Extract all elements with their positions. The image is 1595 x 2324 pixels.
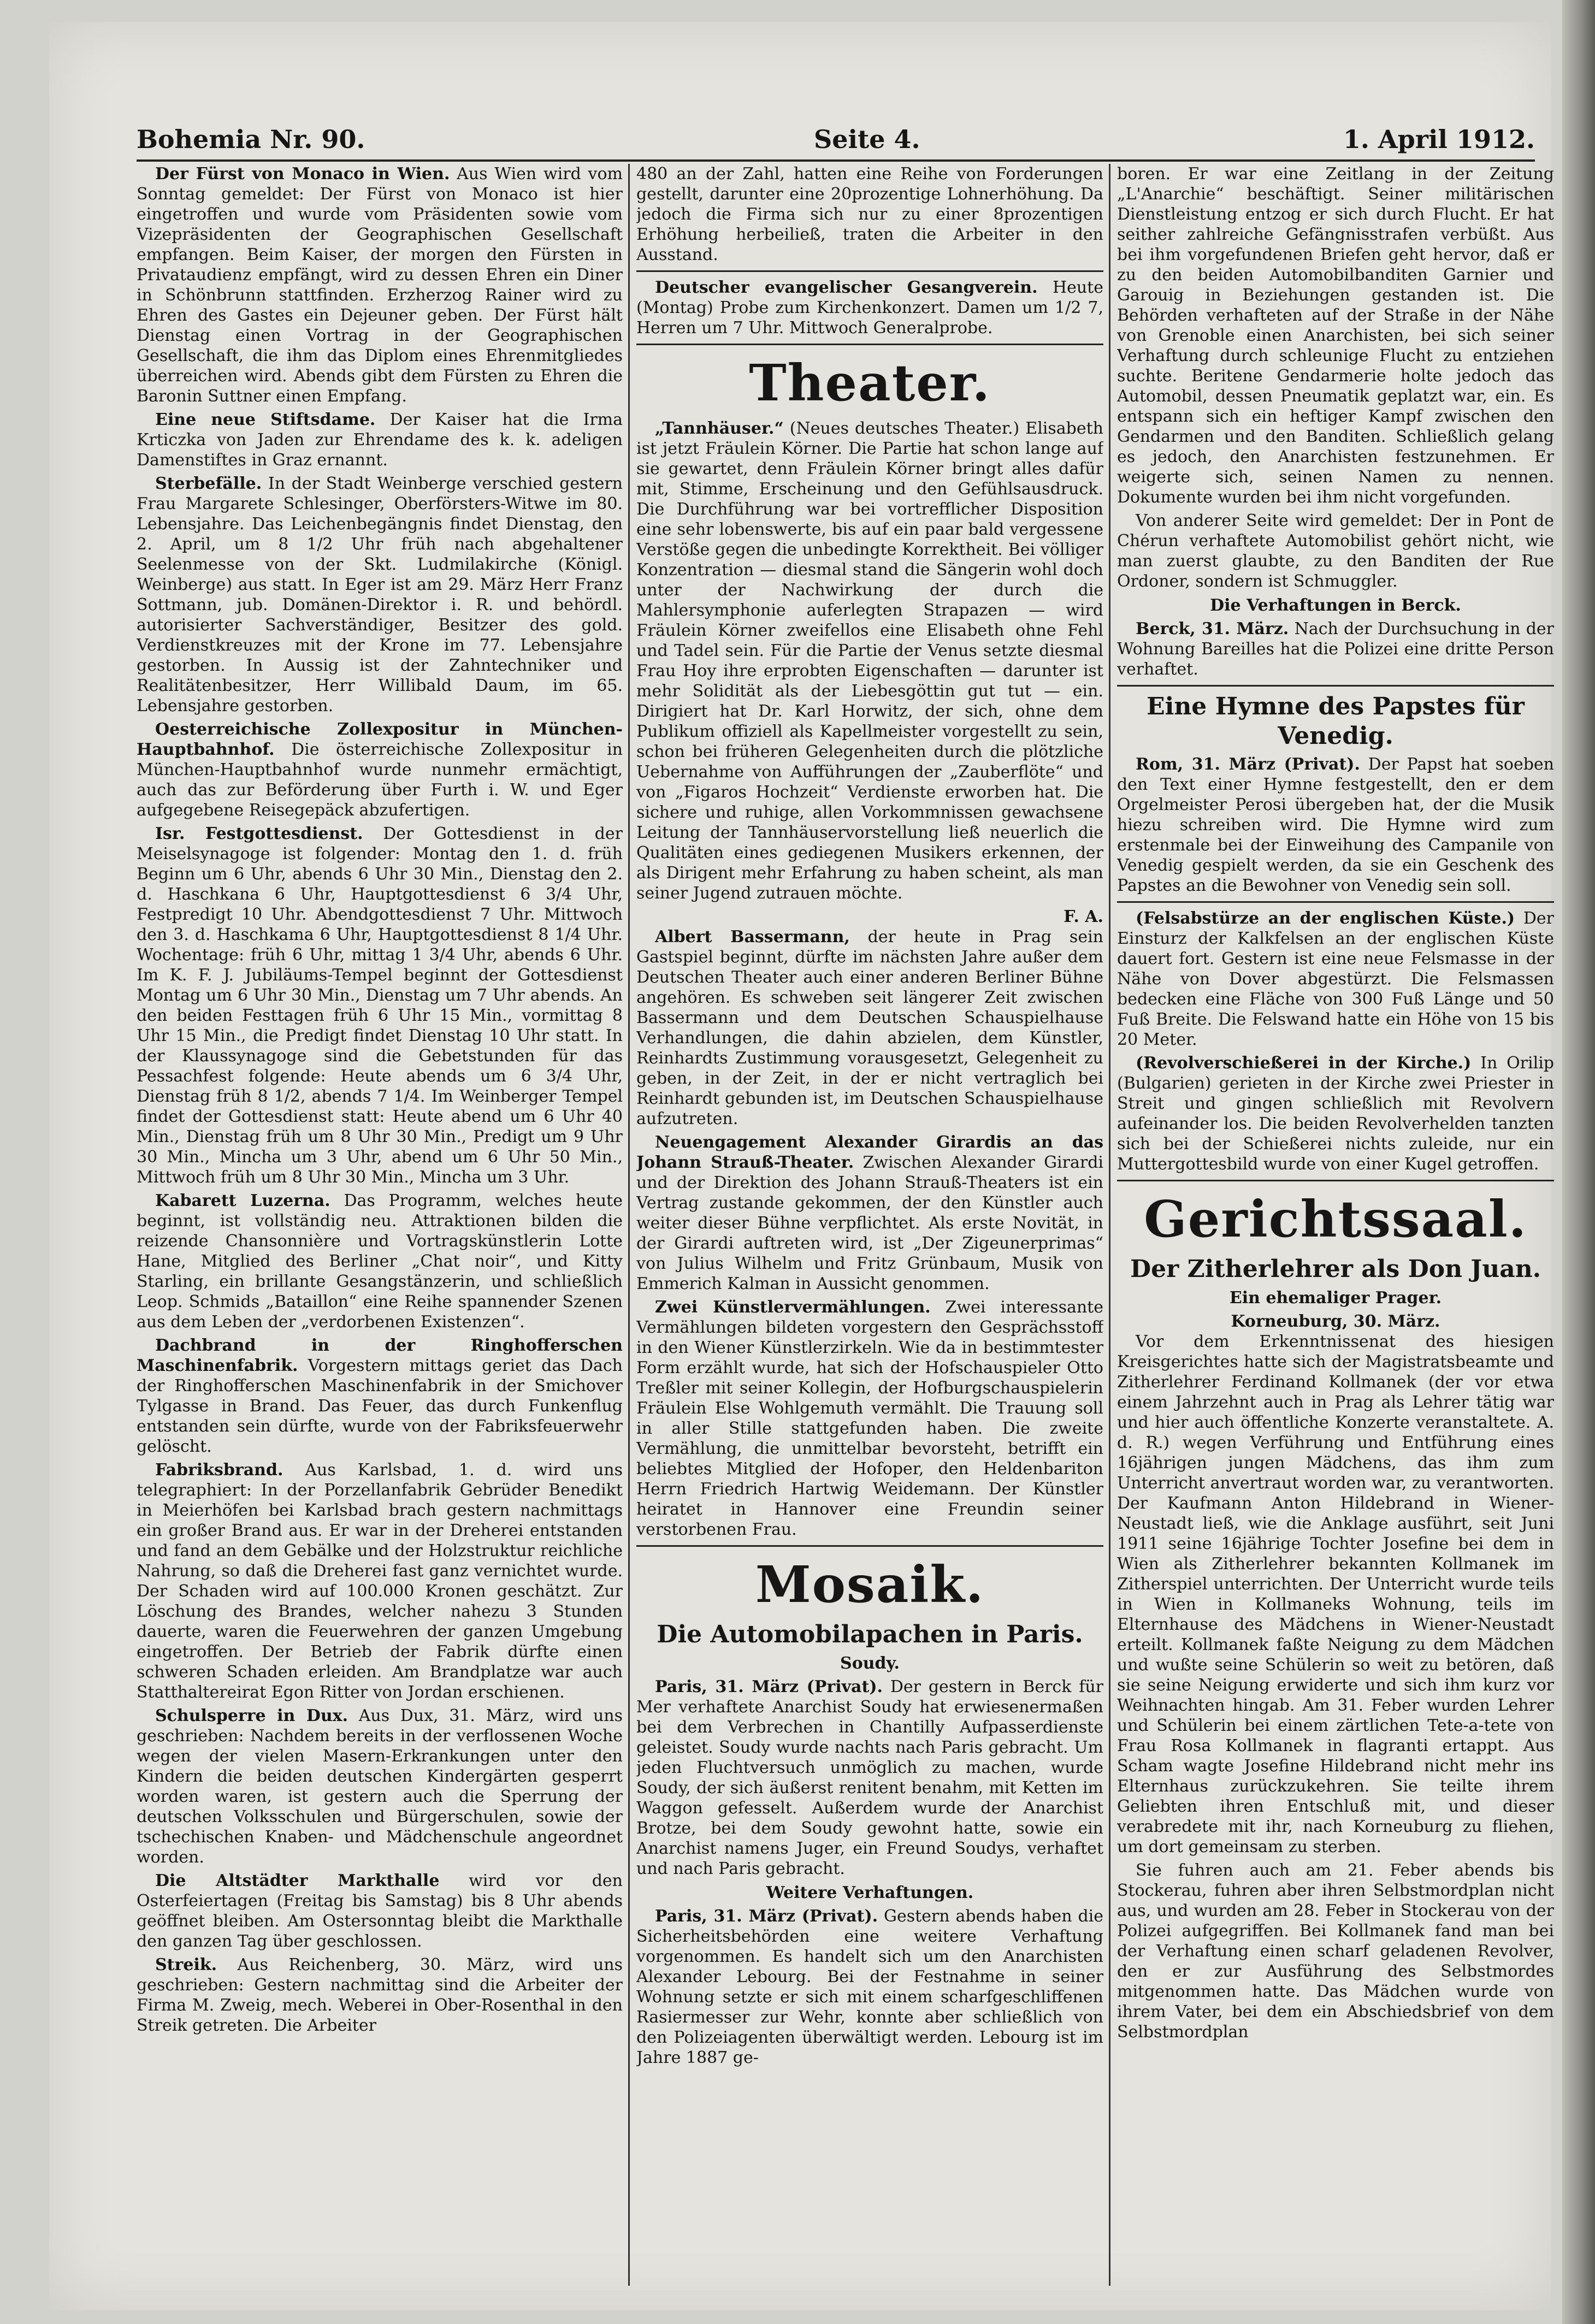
column-rule <box>1109 164 1110 2286</box>
divider <box>1117 901 1554 903</box>
article-lead: Berck, 31. März. <box>1136 619 1289 638</box>
article <box>636 1677 1103 1879</box>
article <box>137 164 623 406</box>
article-text: Der gestern in Berck für Mer verhaftete Anarchist Soudy hat erwiesenermaßen bei dem Verbrechen in Chantilly Aufpasserdienste geleistet. Soudy wurde nachts nach Paris gebracht. Um jeden Fluchtversuch unmöglich zu machen, wurde Soudy, der sich äußerst renitent benahm, mit Ketten im Waggon gefesselt. Außerdem wurde der Anarchist Brotze, bei dem Soudy gewohnt hatte, sowie ein Anarchist namens Juger, ein Freund Soudys, verhaftet und nach Paris gebracht. <box>636 1677 1103 1878</box>
page-edge-shadow <box>1562 0 1595 2324</box>
article-text: Die österreichische Zollexpositur in München-Hauptbahnhof wurde nunmehr ermächtigt, auch das zur Beförderung über Furth i. W. und Eger aufgegebene Reisegepäck abzufertigen. <box>137 740 623 820</box>
article-lead: (Revolverschießerei in der Kirche.) <box>1136 1054 1472 1073</box>
article-lead: Paris, 31. März (Privat). <box>655 1677 883 1696</box>
article <box>636 418 1103 903</box>
article-lead: Der Fürst von Monaco in Wien. <box>155 164 450 184</box>
column-2 <box>636 164 1103 2288</box>
article-text: Vor dem Erkenntnissenat des hiesigen Kreisgerichtes hatte sich der Magistratsbeamte und Zitherlehrer Ferdinand Kollmanek (der vor etwa einem Jahrzehnt auch in Prag als Lehrer tätig war und hier auch öffentliche Konzerte veranstaltete. A. d. R.) wegen Verführung und Entführung eines 16jährigen jungen Mädchens, das ihm zum Unterricht anvertraut worden war, zu verantworten. Der Kaufmann Anton Hildebrand in Wiener-Neustadt ließ, wie die Anklage ausführt, seit Juni 1911 seine 16jährige Tochter Josefine bei dem in Wien als Zitherlehrer bekannten Kollmanek im Zitherspiel unterrichten. Der Unterricht wurde teils in Wien in Kollmaneks Wohnung, teils im Elternhause des Mädchens in Wiener-Neustadt erteilt. Kollmanek faßte Neigung zu dem Mädchen und wußte seine Schülerin so weit zu betören, daß sie seine Neigung erwiderte und sich ihm kurz vor Weihnachten hingab. Am 31. Feber wurden Lehrer und Schülerin bei einem zärtlichen Tete-a-tete von Frau Rosa Kollmanek in flagranti ertappt. Aus Scham wagte Josefine Hildebrand nicht mehr ins Elternhaus zurückzukehren. Sie teilte ihrem Geliebten ihren Entschluß mit, und dieser verabredete mit ihr, nach Korneuburg zu fliehen, um dort gemeinsam zu sterben. <box>1117 1332 1554 1856</box>
article-lead: (Felsabstürze an der englischen Küste.) <box>1136 909 1515 928</box>
article-text: Der Gottesdienst in der Meiselsynagoge ist folgender: Montag den 1. d. früh Beginn um 6 Uhr, abends 6 Uhr 30 Min., Dienstag den 2. d. Haschkana 6 Uhr, Hauptgottesdienst 6 3/4 Uhr, Festpredigt 10 Uhr. Abendgottesdienst 7 Uhr. Mittwoch den 3. d. Haschkama 6 Uhr, Hauptgottesdienst 8 1/4 Uhr. Wochentage: früh 6 Uhr, mittag 1 3/4 Uhr, abends 6 Uhr. Im K. F. J. Jubiläums-Tempel beginnt der Gottesdienst Montag um 6 Uhr 30 Min., Dienstag um 7 Uhr abends. An den beiden Festtagen früh 6 Uhr 15 Min., vormittag 8 Uhr 15 Min., die Predigt findet Dienstag 10 Uhr statt. In der Klaussynagoge sind die Gebetstunden für das Pessachfest folgende: Heute abends um 6 3/4 Uhr, Dienstag früh 8 1/2, abends 7 1/4. Im Weinberger Tempel findet der Gottesdienst statt: Heute abend um 6 Uhr 40 Min., Dienstag früh um 8 Uhr 30 Min., Predigt um 9 Uhr 30 Min., Mincha um 3 Uhr, abend um 6 Uhr 50 Min., Mittwoch früh um 8 Uhr 30 Min., Mincha um 3 Uhr. <box>137 824 623 1187</box>
article <box>137 1460 623 1702</box>
article-text: Aus Dux, 31. März, wird uns geschrieben: Nachdem bereits in der verflossenen Woche wegen der vielen Masern-Erkrankungen unter den Kindern die beiden deutschen Kindergärten gesperrt worden waren, ist gestern auch die Sperrung der deutschen Volksschulen und Bürgerschulen, sowie der tschechischen Knaben- und Mädchenschule angeordnet worden. <box>137 1706 623 1867</box>
page-header <box>137 125 1535 157</box>
article-text: Aus Reichenberg, 30. März, wird uns geschrieben: Gestern nachmittag sind die Arbeiter der Firma M. Zweig, mech. Weberei in Ober-Rosenthal in den Streik getreten. Die Arbeiter <box>137 1955 623 2035</box>
article-lead: „Tannhäuser.“ <box>655 419 784 438</box>
article-subheadline: Soudy. <box>840 1654 900 1673</box>
article-lead: Neuengagement Alexander Girardis an das Johann Strauß-Theater. <box>636 1133 1103 1172</box>
divider <box>636 1545 1103 1547</box>
article-lead: Rom, 31. März (Privat). <box>1136 755 1360 774</box>
article-headline: Der Zitherlehrer als Don Juan. <box>1130 1255 1541 1283</box>
article-text: In Orilip (Bulgarien) gerieten in der Kirche zwei Priester in Streit und gingen schließlich mit Revolvern aufeinander los. Die beiden Revolverhelden tanzten sich bei der Schießerei nichts zuleide, nur ein Muttergottesbild wurde von einer Kugel getroffen. <box>1117 1054 1554 1174</box>
article <box>137 1871 623 1952</box>
article-lead: Isr. Festgottesdienst. <box>155 824 363 843</box>
article <box>137 719 623 820</box>
article <box>636 277 1103 338</box>
article-headline: Eine Hymne des Papstes für Venedig. <box>1147 693 1525 750</box>
article-lead: Oesterreichische Zollexpositur in München-Hauptbahnhof. <box>137 720 623 759</box>
article-text: Aus Karlsbad, 1. d. wird uns telegraphiert: In der Porzellanfabrik Gebrüder Benedikt in Meierhöfen bei Karlsbad brach gestern nachmittags ein großer Brand aus. Er war in der Dreherei entstanden und fand an dem Gebälke und der Holzstruktur reichliche Nahrung, so daß die Dreherei fast ganz vernichtet wurde. Der Schaden wird auf 100.000 Kronen geschätzt. Zur Löschung des Brandes, welcher nahezu 3 Stunden dauerte, waren die Feuerwehren der ganzen Umgebung eingetroffen. Der Betrieb der Fabrik dürfte einen schweren Schaden erleiden. Am Brandplatze war auch Statthaltereirat Egon Ritter von Jordan erschienen. <box>137 1460 623 1702</box>
article-text: Sie fuhren auch am 21. Feber abends bis Stockerau, fuhren aber ihren Selbstmordplan nicht aus, und wurden am 28. Feber in Stockerau von der Polizei aufgegriffen. Bei Kollmanek fand man bei der Verhaftung einen scharf geladenen Revolver, den er zur Ausführung des Selbstmordes mitgenommen hatte. Das Mädchen wurde von ihrem Vater, bei dem ein Abschiedsbrief von dem Selbstmordplan <box>1117 1861 1554 2042</box>
article <box>1117 619 1554 679</box>
article-lead: Sterbefälle. <box>155 474 262 493</box>
article-lead: Paris, 31. März (Privat). <box>655 1907 878 1926</box>
article-lead: Die Altstädter Markthalle <box>155 1871 440 1890</box>
article-lead: Albert Bassermann, <box>655 927 850 947</box>
divider <box>636 344 1103 345</box>
article-lead: Zwei Künstlervermählungen. <box>655 1298 931 1317</box>
article-text: (Neues deutsches Theater.) Elisabeth ist jetzt Fräulein Körner. Die Partie hat schon lange auf sie gewartet, denn Fräulein Körner bringt alles dafür mit, Stimme, Erscheinung und den Gefühlsausdruck. Die Durchführung war bei vortrefflicher Disposition eine sehr lobenswerte, bis auf ein paar bald vergessene Verstöße gegen die unbedingte Korrektheit. Bei völliger Konzentration — diesmal stand die Sängerin wohl doch unter der Nachwirkung der durch die Mahlersymphonie auferlegten Strapazen — wird Fräulein Körner zweifellos eine Elisabeth ohne Fehl und Tadel sein. Für die Partie der Venus setzte diesmal Frau Hoy ihre erprobten Eigenschaften — darunter ist mehr Solidität als der Liebesgöttin gut tut — ein. Dirigiert hat Dr. Karl Horwitz, der sich, ohne dem Publikum offiziell als Kapellmeister vorgestellt zu sein, schon bei früheren Gelegenheiten durch die plötzliche Uebernahme von Aufführungen der „Zauberflöte“ und von „Figaros Hochzeit“ Verdienste erworben hat. Die sichere und ruhige, allen Vorkommnissen gewachsene Leitung der Tannhäuservorstellung ließ neuerlich die Qualitäten eines gediegenen Musikers erkennen, der als Dirigent mehr Erfahrung zu haben scheint, als man seiner Jugend zutrauen möchte. <box>636 419 1103 903</box>
article <box>137 410 623 470</box>
dateline: Korneuburg, 30. März. <box>1231 1312 1440 1331</box>
article <box>1117 908 1554 1050</box>
header-rule <box>137 159 1535 162</box>
article-continuation: boren. Er war eine Zeitlang in der Zeitung „L'Anarchie“ beschäftigt. Seiner militärischen Dienstleistung entzog er sich durch Flucht. Er hat seither zahlreiche Gefängnisstrafen verbüßt. Aus bei ihm vorgefundenen Briefen geht hervor, daß er zu den beiden Automobilbanditen Garnier und Garouig in Beziehungen gestanden ist. Die Behörden verhafteten auf der Straße in der Nähe von Grenoble einen Anarchisten, bei sich seiner Verhaftung durch schleunige Flucht zu entziehen suchte. Beritene Gendarmerie holte jedoch das Automobil, dessen Pneumatik geplatzt war, ein. Es entspann sich ein heftiger Kampf zwischen den Gendarmen und den Banditen. Schließlich gelang es jedoch, den Anarchisten festzunehmen. Er weigerte sich, seinen Namen zu nennen. Dokumente wurden bei ihm nicht vorgefunden. <box>1117 164 1554 507</box>
article-headline: Die Automobilapachen in Paris. <box>657 1621 1083 1648</box>
article <box>636 1297 1103 1540</box>
article-text: Zwischen Alexander Girardi und der Direktion des Johann Strauß-Theaters ist ein Vertrag zustande gekommen, der den Künstler auch weiter dieser Bühne verpflichtet. Als erste Novität, in der Girardi auftreten wird, ist „Der Zigeunerprimas“ von Julius Wilhelm und Fritz Grünbaum, Musik von Emmerich Kalman in Aussicht genommen. <box>636 1153 1103 1293</box>
divider <box>636 270 1103 272</box>
article <box>137 1191 623 1332</box>
article-text: Heute (Montag) Probe zum Kirchenkonzert. Damen um 1/2 7, Herren um 7 Uhr. Mittwoch Generalprobe. <box>636 278 1103 338</box>
article-text: Zwei interessante Vermählungen bildeten vorgestern den Gesprächsstoff in den Wiener Künstlerzirkeln. Wie da in bestimmtester Form erzählt wurde, hat sich der Hofschauspieler Otto Treßler mit seiner Kollegin, der Hofburgschauspielerin Fräulein Else Wohlgemuth vermählt. Die Trauung soll in aller Stille stattgefunden haben. Die zweite Vermählung, die unmittelbar bevorsteht, betrifft ein beliebtes Mitglied der Hofoper, den Heldenbariton Herrn Friedrich Hartwig Weidemann. Der Künstler heiratet in Hannover eine Freundin seiner verstorbenen Frau. <box>636 1298 1103 1539</box>
article-text: Der Einsturz der Kalkfelsen an der englischen Küste dauert fort. Gestern ist eine neue Felsmasse in der Nähe von Dover abgestürzt. Die Felsmassen bedecken eine Fläche von 300 Fuß Länge und 50 Fuß Breite. Die Felswand hatte ein Höhe von 15 bis 20 Meter. <box>1117 909 1554 1049</box>
section-title-theater: Theater. <box>749 353 991 412</box>
article-lead: Dachbrand in der Ringhofferschen Maschinenfabrik. <box>137 1336 623 1375</box>
article-text: Das Programm, welches heute beginnt, ist vollständig neu. Attraktionen bilden die reizende Chansonnière und Vortragskünstlerin Lotte Hane, Mitglied des Berliner „Chat noir“, und Kitty Starling, ein brillante Gesangstänzerin, und schließlich Leop. Schmids „Bataillon“ eine Reihe spannender Szenen aus dem Leben der „verdorbenen Existenzen“. <box>137 1191 623 1332</box>
article-lead: Streik. <box>155 1955 217 1974</box>
article-text: Vorgestern mittags geriet das Dach der Ringhofferschen Maschinenfabrik in der Smichover Tylgasse in Brand. Das Feuer, das durch Funkenflug entstanden sein dürfte, wurde von der Fabriksfeuerwehr gelöscht. <box>137 1356 623 1456</box>
article-text: der heute in Prag sein Gastspiel beginnt, dürfte im nächsten Jahre außer dem Deutschen Theater auch einer anderen Berliner Bühne angehören. Es schweben seit längerer Zeit zwischen Bassermann und dem Deutschen Schauspielhause Verhandlungen, die dahin abzielen, dem Künstler, Reinhardts Zustimmung vorausgesetzt, Gelegenheit zu geben, in der Zeit, in der er nicht vertraglich bei Reinhardt gebunden ist, im Deutschen Schauspielhause aufzutreten. <box>636 927 1103 1128</box>
article-subheadline: Ein ehemaliger Prager. <box>1229 1288 1442 1308</box>
article-text: In der Stadt Weinberge verschied gestern Frau Margarete Schlesinger, Oberförsters-Witwe im 80. Lebensjahre. Das Leichenbegängnis findet Dienstag, den 2. April, um 8 1/2 Uhr früh nach abgehaltener Seelenmesse von der Skt. Ludmilakirche (Königl. Weinberge) aus statt. In Eger ist am 29. März Herr Franz Sottmann, jub. Domänen-Direktor i. R. und behördl. autorisierter Sachverständiger, Besitzer des gold. Verdienstkreuzes mit der Krone im 77. Lebensjahre gestorben. In Aussig ist der Zahntechniker und Realitätenbesitzer, Herr Willibald Daum, im 65. Lebensjahre gestorben. <box>137 474 623 715</box>
article-lead: Eine neue Stiftsdame. <box>155 410 376 429</box>
article <box>137 1335 623 1457</box>
article-subheadline: Weitere Verhaftungen. <box>766 1883 974 1902</box>
article-text: wird vor den Osterfeiertagen (Freitag bis Samstag) bis 8 Uhr abends geöffnet bleiben. Am Ostersonntag bleibt die Markthalle den ganzen Tag über geschlossen. <box>137 1871 623 1951</box>
header-date: 1. April 1912. <box>1343 125 1535 154</box>
article-text: Aus Wien wird vom Sonntag gemeldet: Der Fürst von Monaco ist hier eingetroffen und wurde vom Präsidenten sowie vom Vizepräsidenten der Geographischen Gesellschaft empfangen. Beim Kaiser, der morgen den Fürsten in Privataudienz empfängt, wird zu dessen Ehren ein Diner in Schönbrunn stattfinden. Erzherzog Rainer wird zu Ehren des Gastes ein Dejeuner geben. Der Fürst hält Dienstag einen Vortrag in der Geographischen Gesellschaft, die ihm das Diplom eines Ehrenmitgliedes überreichen wird. Abends gibt dem Fürsten zu Ehren die Baronin Suttner einen Empfang. <box>137 164 623 406</box>
column-3 <box>1117 164 1554 2288</box>
article-lead: Kabarett Luzerna. <box>155 1191 330 1210</box>
article <box>636 927 1103 1129</box>
article-text: Nach der Durchsuchung in der Wohnung Bareilles hat die Polizei eine dritte Person verhaftet. <box>1117 619 1554 679</box>
divider <box>1117 685 1554 687</box>
article <box>1117 1053 1554 1174</box>
article-text: Von anderer Seite wird gemeldet: Der in Pont de Chérun verhaftete Automobilist gehört nicht, wie man zuerst glaubte, zu den Banditen der Rue Ordoner, sondern ist Schmuggler. <box>1117 511 1554 591</box>
section-title-gerichtssaal: Gerichtssaal. <box>1144 1190 1527 1249</box>
article <box>137 1706 623 1867</box>
divider <box>1117 1180 1554 1181</box>
article-lead: Deutscher evangelischer Gesangverein. <box>655 278 1038 297</box>
article <box>636 1132 1103 1294</box>
article-text: Der Kaiser hat die Irma Krticzka von Jaden zur Ehrendame des k. k. adeligen Damenstiftes in Graz ernannt. <box>137 410 623 470</box>
article-continuation: 480 an der Zahl, hatten eine Reihe von Forderungen gestellt, darunter eine 20prozentige Lohnerhöhung. Da jedoch die Firma sich nur zu einer 8prozentigen Erhöhung herbeiließ, traten die Arbeiter in den Ausstand. <box>636 164 1103 264</box>
article <box>137 824 623 1187</box>
article-text: Der Papst hat soeben den Text einer Hymne festgestellt, den er dem Orgelmeister Perosi übergeben hat, der die Musik hiezu schreiben wird. Die Hymne wird zum erstenmale bei der Einweihung des Campanile von Venedig gespielt werden, da sie ein Geschenk des Papstes an die Bewohner von Venedig sein soll. <box>1117 755 1554 895</box>
article-lead: Fabriksbrand. <box>155 1460 283 1480</box>
column-1 <box>137 164 623 2288</box>
column-rule <box>628 164 630 2286</box>
article-subheadline: Die Verhaftungen in Berck. <box>1210 596 1461 615</box>
article-lead: Schulsperre in Dux. <box>155 1706 348 1725</box>
article <box>137 1955 623 2036</box>
header-page-number: Seite 4. <box>814 125 920 154</box>
article <box>636 1906 1103 2068</box>
header-issue: Bohemia Nr. 90. <box>137 125 365 154</box>
article-text: Gestern abends haben die Sicherheitsbehörden eine weitere Verhaftung vorgenommen. Es handelt sich um den Anarchisten Alexander Lebourg. Bei der Festnahme in seiner Wohnung setzte er sich mit einem scharfgeschliffenen Rasiermesser zur Wehr, konnte aber schließlich von den Polizeiagenten überwältigt werden. Lebourg ist im Jahre 1887 ge- <box>636 1907 1103 2067</box>
article <box>1117 754 1554 896</box>
article <box>137 474 623 716</box>
section-title-mosaik: Mosaik. <box>755 1555 985 1614</box>
author-signature: F. A. <box>1064 907 1103 926</box>
